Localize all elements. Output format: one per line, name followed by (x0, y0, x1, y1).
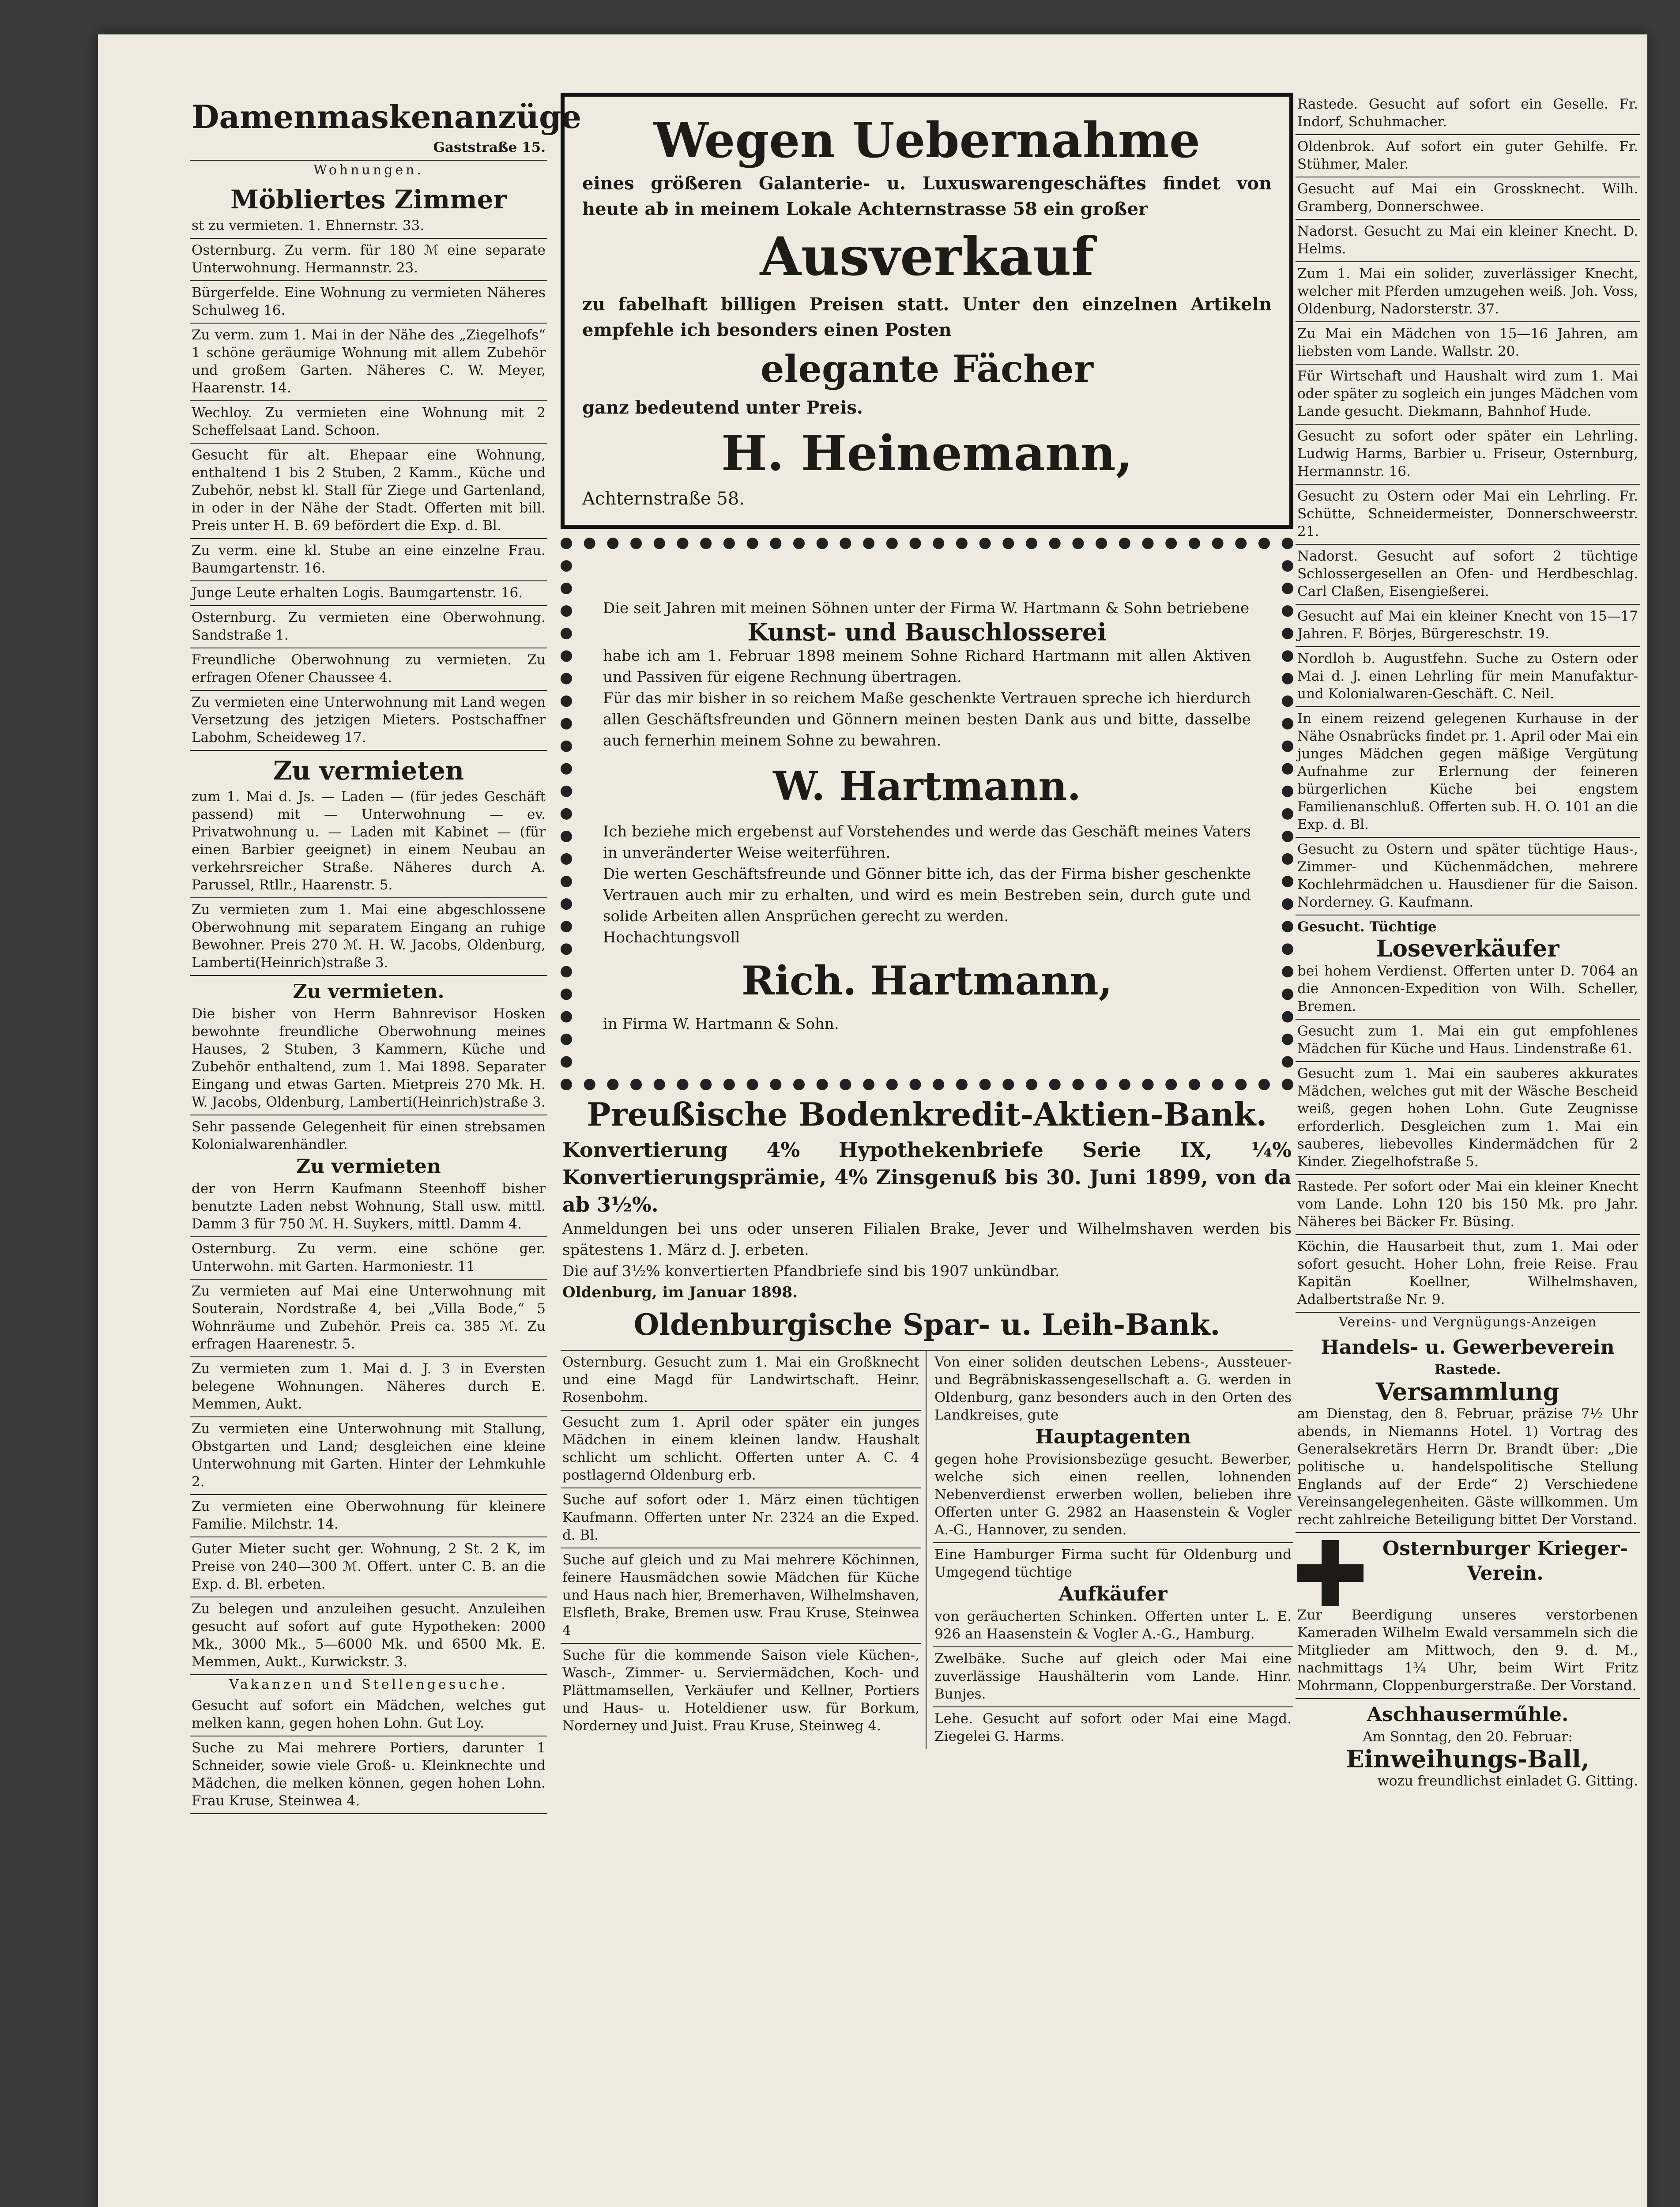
ad-text: Wechloy. Zu vermieten eine Wohnung mit 2 Scheffelsaat Land. Schoon. (192, 405, 546, 438)
left-column (190, 93, 582, 1814)
ad-text: Konvertierung 4% Hypothekenbriefe Serie IX, ¼% Konvertierungsprämie, 4% Zinsgenuß bis 30. Juni 1899, von da ab 3½%. (562, 1138, 1292, 1216)
ad (190, 1694, 547, 1736)
ad-handelsverein (1296, 1332, 1640, 1533)
ad-text: gegen hohe Provisionsbezüge gesucht. Bewerber, welche sich einen reellen, lohnenden Nebenverdienst erwerben wollen, belieben ihre Offerten unter G. 2982 an Haasenstein & Vogler A.-G., Hannover, zu senden. (934, 1451, 1292, 1538)
ad-kriegerverein (1296, 1533, 1640, 1699)
ad-text: Nordloh b. Augustfehn. Suche zu Ostern oder Mai d. J. einen Lehrling für mein Manufaktur- und Kolonialwaren-Geschäft. C. Neil. (1297, 651, 1638, 702)
ad-text: der von Herrn Kaufmann Steenhoff bisher benutzte Laden nebst Wohnung, Stall usw. mittl. Damm 3 für 750 ℳ. H. Suykers, mittl. Damm 4. (192, 1181, 546, 1232)
section-heading: Vereins- und Vergnügungs-Anzeigen (1338, 1314, 1597, 1330)
ad (190, 898, 547, 976)
ad (1296, 93, 1640, 135)
ad-text: Osternburg. Zu verm. eine schöne ger. Unterwohn. mit Garten. Harmoniestr. 11 (192, 1241, 546, 1274)
iron-cross-icon (1297, 1540, 1364, 1606)
ad (190, 1280, 547, 1357)
ad-headline: Loseverkäufer (1376, 935, 1559, 962)
ad-headline: Zu vermieten. (293, 980, 444, 1003)
ad (190, 281, 547, 324)
ad (1296, 545, 1640, 605)
ad (190, 239, 547, 281)
ad-einweihungsball (1296, 1699, 1640, 1793)
ad-text: Rastede. Gesucht auf sofort ein Geselle. Fr. Indorf, Schuhmacher. (1297, 96, 1638, 130)
ad-address: Achternstraße 58. (582, 489, 745, 509)
ad (190, 691, 547, 751)
ad-zu-vermieten (190, 976, 547, 1115)
ad-text: Oldenburg, im Januar 1898. (562, 1284, 798, 1301)
ad-signature: W. Hartmann. (773, 763, 1081, 810)
ad-text: Anmeldungen bei uns oder unseren Filialen Brake, Jever und Wilhelmshaven werden bis spätestens 1. März d. J. erbeten. (562, 1220, 1292, 1259)
ad-headline: Preußische Bodenkredit-Aktien-Bank. (587, 1096, 1267, 1133)
ad-text: Gesucht zu Ostern oder Mai ein Lehrling. Fr. Schütte, Schneidermeister, Donnerschweerstr. 21. (1297, 488, 1638, 539)
ad-text: Am Sonntag, den 20. Februar: (1363, 1729, 1573, 1745)
ad (190, 1736, 547, 1814)
ad (1296, 1062, 1640, 1175)
ad-text: Zu verm. zum 1. Mai in der Nähe des „Ziegelhofs“ 1 schöne geräumige Wohnung mit allem Zubehör und großem Garten. Näheres C. W. Meyer, Haarenstr. 14. (192, 327, 546, 396)
ad-headline: Aschhauserműhle. (1367, 1703, 1569, 1726)
ad-text: Gesucht. Tüchtige (1297, 919, 1437, 935)
ad (1296, 220, 1640, 262)
ad-text: Für Wirtschaft und Haushalt wird zum 1. Mai oder später zu sogleich ein junges Mädchen vom Lande gesucht. Diekmann, Bahnhof Hude. (1297, 368, 1638, 419)
ad-text: Suche für die kommende Saison viele Küchen-, Wasch-, Zimmer- u. Serviermädchen, Koch- und Plättmamsellen, Verkäufer und Kellner, Portiers und Haus- u. Hoteldiener usw. für Borkum, Norderney und Juist. Frau Kruse, Steinweg 4. (562, 1647, 919, 1734)
ad-text: Gesucht zu Ostern und später tüchtige Haus-, Zimmer- und Küchenmädchen, mehrere Kochlehrmädchen u. Hausdiener für die Saison. Norderney. G. Kaufmann. (1297, 841, 1638, 910)
ad-text: Zu vermieten auf Mai eine Unterwohnung mit Souterain, Nordstraße 4, bei „Villa Bode,“ 5 Wohnräume und Zubehör. Preis ca. 385 ℳ. Zu erfragen Haarenestr. 5. (192, 1283, 546, 1352)
ad-text: Nadorst. Gesucht zu Mai ein kleiner Knecht. D. Helms. (1297, 223, 1638, 257)
ad-text: st zu vermieten. 1. Ehnernstr. 33. (192, 218, 425, 234)
ad (190, 1237, 547, 1280)
ad (190, 1357, 547, 1417)
ad-text: Köchin, die Hausarbeit thut, zum 1. Mai oder sofort gesucht. Hoher Lohn, freie Reise. Frau Kapitän Koellner, Wilhelmshaven, Adalbertstraße Nr. 9. (1297, 1239, 1638, 1307)
section-heading: Wohnungen. (313, 162, 424, 178)
ad (190, 1417, 547, 1495)
ad-text: ganz bedeutend unter Preis. (582, 397, 863, 418)
ad (561, 1644, 921, 1738)
ad-text: eines größeren Galanterie- u. Luxuswarengeschäftes findet von heute ab in meinem Lokale Achternstrasse 58 ein großer (582, 173, 1272, 219)
ad-text: Zu Mai ein Mädchen von 15—16 Jahren, am liebsten vom Lande. Wallstr. 20. (1297, 326, 1638, 359)
ad (190, 401, 547, 444)
ad (190, 648, 547, 691)
ad (561, 1488, 921, 1548)
ad-text: Gesucht zum 1. Mai ein sauberes akkurates Mädchen, welches gut mit der Wäsche Bescheid weiß, gegen hohen Lohn. Gute Zeugnisse erforderlich. Desgleichen zum 1. Mai ein sauberes, liebevolles Kindermädchen für 2 Kinder. Ziegelhofstraße 5. (1297, 1066, 1638, 1170)
ad (1296, 1175, 1640, 1235)
ad-signature: Rich. Hartmann, (742, 957, 1112, 1004)
ad-text: Gesucht zum 1. Mai ein gut empfohlenes Mädchen für Küche und Haus. Lindenstraße 61. (1297, 1023, 1638, 1057)
ad-headline: Handels- u. Gewerbeverein (1321, 1336, 1615, 1359)
ad-aufkaeufer (933, 1543, 1293, 1647)
ad-headline-faecher: elegante Fächer (761, 347, 1093, 391)
ad (1296, 647, 1640, 707)
ad-subheadline: Einweihungs-Ball, (1346, 1745, 1590, 1773)
ad-text: Oldenbrok. Auf sofort ein guter Gehilfe. Fr. Stühmer, Maler. (1297, 139, 1638, 172)
ad (561, 1351, 921, 1411)
right-column (1296, 93, 1640, 1793)
ad-headline: Aufkäufer (1058, 1583, 1168, 1605)
ad-text: Gesucht auf sofort ein Mädchen, welches gut melken kann, gegen hohen Lohn. Gut Loy. (192, 1698, 546, 1731)
small-ads-left (561, 1351, 927, 1749)
ad-text: Bürgerfelde. Eine Wohnung zu vermieten Näheres Schulweg 16. (192, 285, 546, 318)
ad-text: Zu vermieten eine Unterwohnung mit Stallung, Obstgarten und Land; desgleichen eine kleine Unterwohnung mit Garten. Hinter der Lehmkuhle 2. (192, 1421, 546, 1490)
ad-text: Die werten Geschäftsfreunde und Gönner bitte ich, das der Firma bisher geschenkte Vertrauen auch mir zu erhalten, und wird es mein Bestreben sein, durch gute und solide Arbeiten allen Ansprüchen gerecht zu werden. (603, 865, 1251, 925)
ad (190, 444, 547, 539)
ad-zu-vermieten (190, 751, 547, 898)
ad-text: Gesucht für alt. Ehepaar eine Wohnung, enthaltend 1 bis 2 Stuben, 2 Kamm., Küche und Zubehör, nebst kl. Stall für Ziege und Gartenland, in oder in der Nähe der Stadt. Offerten mit bill. Preis unter H. B. 69 befördert die Exp. d. Bl. (192, 447, 546, 534)
ad (1296, 1235, 1640, 1313)
ad-headline: Zu vermieten (273, 756, 464, 786)
ad-text: Gesucht auf Mai ein Grossknecht. Wilh. Gramberg, Donnerschwee. (1297, 181, 1638, 215)
ad (1296, 135, 1640, 177)
ad-text: Nadorst. Gesucht auf sofort 2 tüchtige Schlossergesellen an Ofen- und Herdbeschlag. Carl Claßen, Eisengießerei. (1297, 548, 1638, 599)
ad-text: Zum 1. Mai ein solider, zuverlässiger Knecht, welcher mit Pferden umzugehen weiß. Joh. Voss, Oldenburg, Nadorsterstr. 37. (1297, 266, 1638, 317)
ad-headline: Damenmaskenanzüge (192, 98, 582, 136)
ad-text: Osternburg. Zu verm. für 180 ℳ eine separate Unterwohnung. Hermannstr. 23. (192, 242, 546, 276)
ad-text: Ich beziehe mich ergebenst auf Vorstehendes und werde das Geschäft meines Vaters in unveränderter Weise weiterführen. (603, 823, 1251, 862)
ad-text: Gesucht zum 1. April oder später ein junges Mädchen in einem kleinen landw. Haushalt schlicht um schlicht. Offerten unter A. C. 4 postlagernd Oldenburg erb. (562, 1414, 919, 1483)
ad-damenmaskenanzuege (190, 93, 582, 161)
ad (190, 1495, 547, 1537)
ad-text: Zu verm. eine kl. Stube an eine einzelne Frau. Baumgartenstr. 16. (192, 542, 546, 576)
section-heading: Vakanzen und Stellengesuche. (229, 1677, 508, 1692)
ad-text: Zu vermieten eine Oberwohnung für kleinere Familie. Milchstr. 14. (192, 1499, 546, 1532)
ad (933, 1647, 1293, 1707)
ad-subheadline: Kunst- und Bauschlosserei (747, 618, 1107, 646)
ad-text: Von einer soliden deutschen Lebens-, Aussteuer- und Begräbniskassengesellschaft a. G. werden in Oldenburg, ganz besonders auch in den Orten des Landkreises, gute (934, 1354, 1292, 1423)
ad-text: Gesucht zu sofort oder später ein Lehrling. Ludwig Harms, Barbier u. Friseur, Osternburg, Hermannstr. 16. (1297, 428, 1638, 479)
ad-address: Gaststraße 15. (433, 139, 546, 155)
ad-headline: Zu vermieten (296, 1155, 441, 1178)
ad (190, 1597, 547, 1675)
ad-signature: Oldenburgische Spar- u. Leih-Bank. (633, 1307, 1220, 1342)
ad-text: wozu freundlichst einladet G. Gitting. (1377, 1773, 1638, 1789)
ad-text: Rastede. (1434, 1362, 1501, 1378)
ad (1296, 262, 1640, 322)
ad-text: Die seit Jahren mit meinen Söhnen unter der Firma W. Hartmann & Sohn betriebene (603, 599, 1250, 617)
ad-text: Suche auf sofort oder 1. März einen tüchtigen Kaufmann. Offerten unter Nr. 2324 an die Exped. d. Bl. (562, 1492, 919, 1543)
ad-text: habe ich am 1. Februar 1898 meinem Sohne Richard Hartmann mit allen Aktiven und Passiven für eigene Rechnung übertragen. (603, 647, 1251, 686)
ad-text: Für das mir bisher in so reichem Maße geschenkte Vertrauen spreche ich hierdurch allen Geschäftsfreunden und Gönnern meinen besten Dank aus und bitte, dasselbe auch fernerhin meinem Sohne zu bewahren. (603, 689, 1251, 749)
ad-bodenkredit-bank (561, 1090, 1293, 1351)
ad-text: Zu belegen und anzuleihen gesucht. Anzuleihen gesucht auf sofort auf gute Hypotheken: 2000 Mk., 3000 Mk., 5—6000 Mk. und 6500 Mk. E. Memmen, Aukt., Kurwickstr. 3. (192, 1601, 546, 1670)
ad-text: Junge Leute erhalten Logis. Baumgartenstr. 16. (192, 585, 523, 601)
ad (190, 581, 547, 606)
ad (1296, 425, 1640, 485)
ad-text: Zwelbäke. Suche auf gleich oder Mai eine zuverlässige Haushälterin vom Lande. Hinr. Bunjes. (934, 1651, 1292, 1702)
ad (1296, 838, 1640, 915)
ad-text: Freundliche Oberwohnung zu vermieten. Zu erfragen Ofener Chaussee 4. (192, 652, 546, 685)
ad (190, 539, 547, 581)
ad-text: Die bisher von Herrn Bahnrevisor Hosken bewohnte freundliche Oberwohnung meines Hauses, 2 Stuben, 3 Kammern, Küche und Zubehör enthaltend, zum 1. Mai 1898. Separater Eingang und etwas Garten. Mietpreis 270 Mk. H. W. Jacobs, Oldenburg, Lamberti(Heinrich)straße 3. (192, 1006, 546, 1110)
ad-text: Suche auf gleich und zu Mai mehrere Köchinnen, feinere Hausmädchen sowie Mädchen für Küche und Haus nach hier, Bremerhaven, Wilhelmshaven, Elsfleth, Brake, Bremen usw. Frau Kruse, Steinwea 4 (562, 1552, 919, 1638)
ad-text: Osternburg. Gesucht zum 1. Mai ein Großknecht und eine Magd für Landwirtschaft. Heinr. Rosenbohm. (562, 1354, 919, 1405)
small-ads-right (927, 1351, 1293, 1749)
ad-heinemann-ausverkauf (561, 93, 1293, 529)
ad-text: Sehr passende Gelegenheit für einen strebsamen Kolonialwarenhändler. (192, 1119, 546, 1152)
ad-text: Zu vermieten zum 1. Mai d. J. 3 in Eversten belegene Wohnungen. Näheres durch E. Memmen, Aukt. (192, 1361, 546, 1412)
ad-text: Zur Beerdigung unseres verstorbenen Kameraden Wilhelm Ewald versammeln sich die Mitglieder am Mittwoch, den 9. d. M., nachmittags 1¾ Uhr, beim Wirt Fritz Mohrmann, Cloppenburgerstraße. Der Vorstand. (1297, 1607, 1638, 1694)
ad-text: Die auf 3½% konvertierten Pfandbriefe sind bis 1907 unkündbar. (562, 1262, 1060, 1280)
ad (1296, 605, 1640, 647)
ad (1296, 365, 1640, 425)
ad-subheadline: Versammlung (1375, 1378, 1560, 1406)
ad (190, 1537, 547, 1597)
ad (1296, 1020, 1640, 1062)
ad-zu-vermieten (190, 1115, 547, 1237)
ad (1296, 322, 1640, 365)
ad-headline: Wegen Uebernahme (653, 112, 1201, 169)
ad-text: zu fabelhaft billigen Preisen statt. Unter den einzelnen Artikeln empfehle ich besonders einen Posten (582, 294, 1272, 340)
ad-text: Zu vermieten eine Unterwohnung mit Land wegen Versetzung des jetzigen Mieters. Postschaffner Labohm, Scheideweg 17. (192, 694, 546, 746)
ad-text: Guter Mieter sucht ger. Wohnung, 2 St. 2 K, im Preise von 240—300 ℳ. Offert. unter C. B. an die Exp. d. Bl. erbeten. (192, 1541, 546, 1592)
ad (1296, 177, 1640, 220)
ad-headline: Osternburger Krieger-Verein. (1382, 1537, 1628, 1585)
ad-text: zum 1. Mai d. Js. — Laden — (für jedes Geschäft passend) mit — Unterwohnung — ev. Privatwohnung u. — Laden mit Kabinet — (für einen Barbier geeignet) in einem Neubau an verkehrsreicher Straße. Näheres durch A. Parussel, Rtllr., Haarenstr. 5. (192, 789, 546, 893)
middle-column (561, 93, 1293, 1749)
ad-moebliertes-zimmer (190, 180, 547, 239)
ad (561, 1411, 921, 1488)
ad-hauptagenten (933, 1351, 1293, 1543)
ad-headline: Hauptagenten (1035, 1426, 1191, 1448)
ad (933, 1707, 1293, 1749)
ad-text: in Firma W. Hartmann & Sohn. (603, 1015, 839, 1033)
ad-text: Osternburg. Zu vermieten eine Oberwohnung. Sandstraße 1. (192, 610, 546, 643)
ad-text: Eine Hamburger Firma sucht für Oldenburg und Umgegend tüchtige (934, 1547, 1292, 1580)
ad-hartmann (561, 538, 1293, 1090)
ad-signature: H. Heinemann, (721, 425, 1133, 482)
ad-text: Hochachtungsvoll (603, 929, 740, 946)
ad-text: am Dienstag, den 8. Februar, präzise 7½ Uhr abends, in Niemanns Hotel. 1) Vortrag des Generalsekretärs Herrn Dr. Brandt über: „Die politische u. handelspolitische Stellung Englands auf der Erde“ 2) Verschiedene Vereinsangelegenheiten. Gäste willkommen. Um recht zahlreiche Beteiligung bittet Der Vorstand. (1297, 1406, 1638, 1528)
ad (1296, 485, 1640, 545)
ad-text: In einem reizend gelegenen Kurhause in der Nähe Osnabrücks findet pr. 1. April oder Mai ein junges Mädchen gegen mäßige Vergütung Aufnahme zur Erlernung der feineren bürgerlichen Küche bei engstem Familienanschluß. Offerten sub. H. O. 101 an die Exp. d. Bl. (1297, 711, 1638, 832)
ad-headline-ausverkauf: Ausverkauf (760, 226, 1094, 288)
ad-text: Zu vermieten zum 1. Mai eine abgeschlossene Oberwohnung mit separatem Eingang an ruhige Bewohner. Preis 270 ℳ. H. W. Jacobs, Oldenburg, Lamberti(Heinrich)straße 3. (192, 902, 546, 971)
ad-text: von geräucherten Schinken. Offerten unter L. E. 926 an Haasenstein & Vogler A.-G., Hamburg. (934, 1608, 1292, 1642)
ad (1296, 707, 1640, 838)
ad-text: bei hohem Verdienst. Offerten unter D. 7064 an die Annoncen-Expedition von Wilh. Scheller, Bremen. (1297, 963, 1638, 1014)
small-ads-split (561, 1351, 1293, 1749)
ad-loseverkaeufer (1296, 915, 1640, 1020)
ad-headline: Möbliertes Zimmer (230, 185, 507, 215)
ad-text: Rastede. Per sofort oder Mai ein kleiner Knecht vom Lande. Lohn 120 bis 150 Mk. pro Jahr. Näheres bei Bäcker Fr. Büsing. (1297, 1179, 1638, 1230)
ad (561, 1548, 921, 1644)
ad (190, 606, 547, 648)
ad-text: Gesucht auf Mai ein kleiner Knecht von 15—17 Jahren. F. Börjes, Bürgereschstr. 19. (1297, 608, 1638, 642)
ad (190, 324, 547, 401)
ad-text: Suche zu Mai mehrere Portiers, darunter 1 Schneider, sowie viele Groß- u. Kleinknechte und Mädchen, die melken können, gegen hohen Lohn. Frau Kruse, Steinwea 4. (192, 1740, 546, 1809)
ad-text: Lehe. Gesucht auf sofort oder Mai eine Magd. Ziegelei G. Harms. (934, 1711, 1292, 1744)
